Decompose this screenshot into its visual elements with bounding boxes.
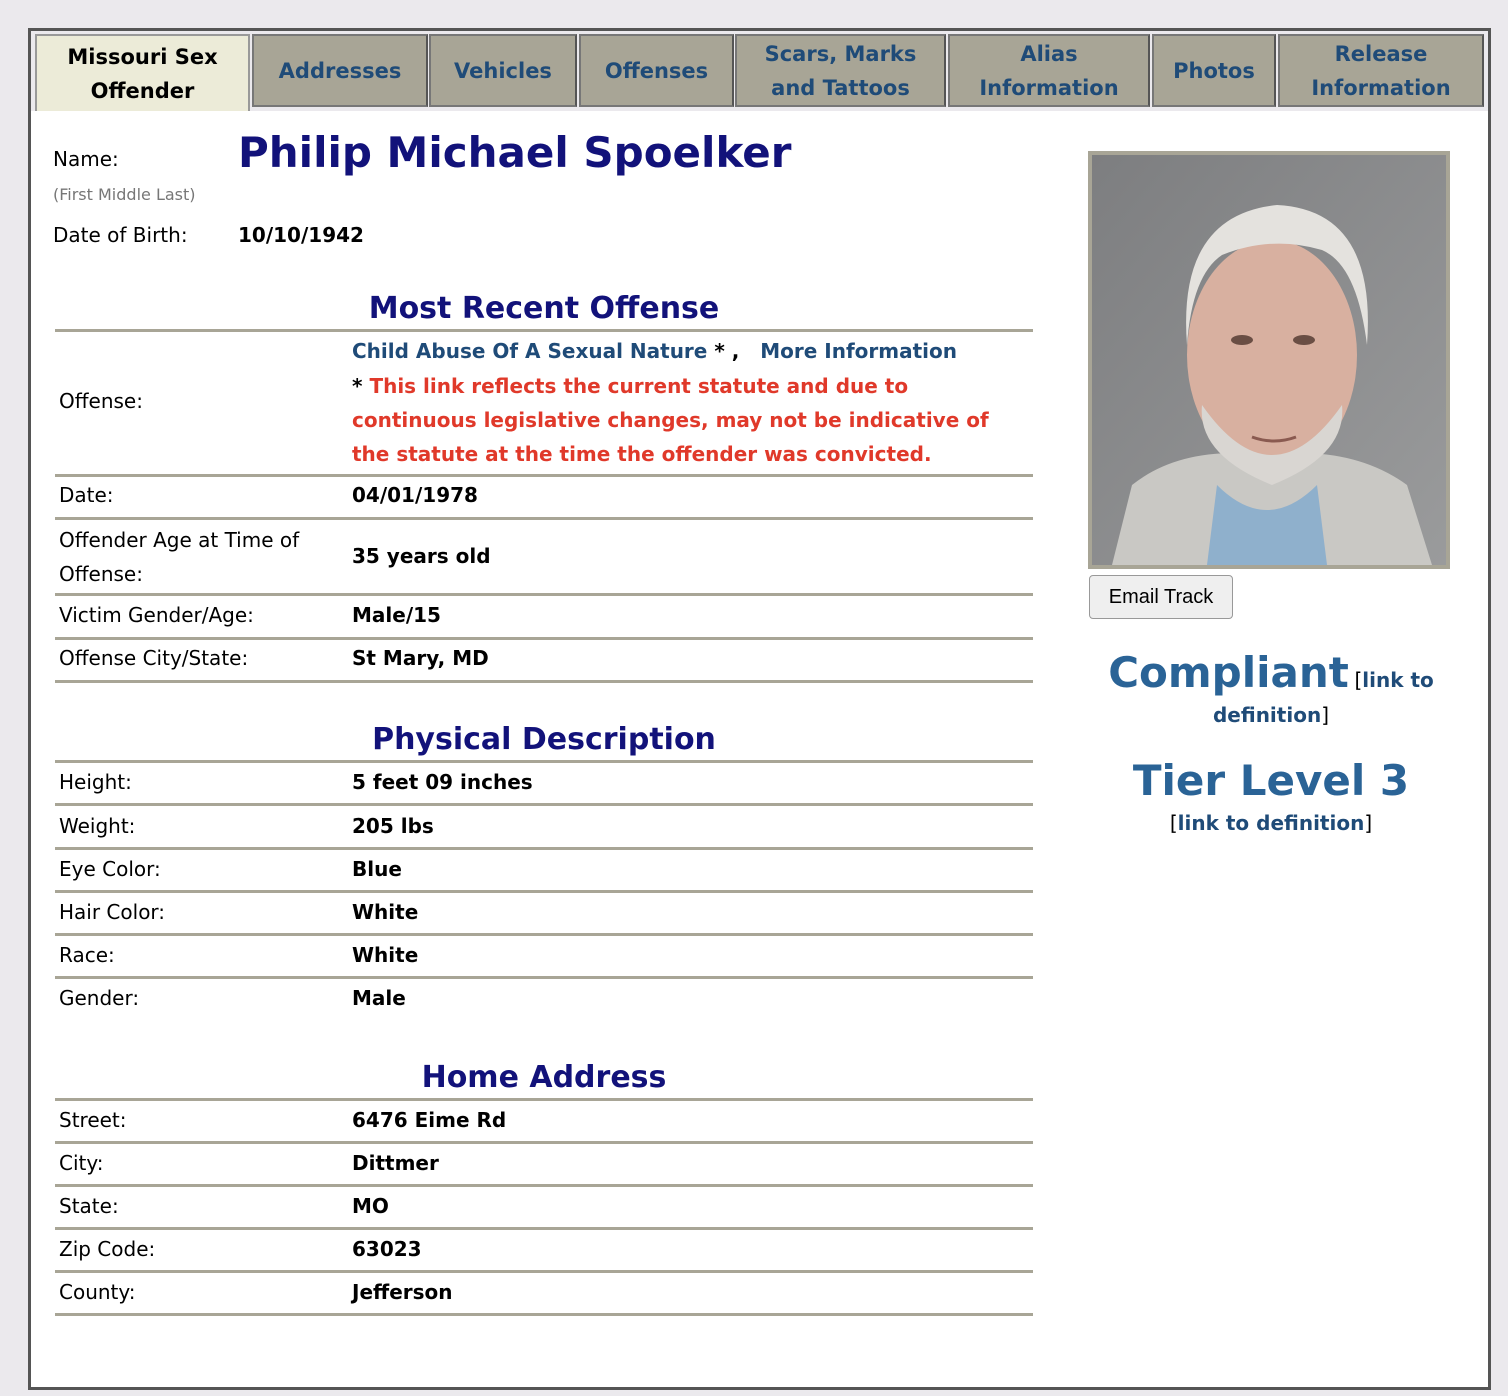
tab-label-line2: Information — [1311, 75, 1451, 100]
bracket-close: ] — [1364, 811, 1373, 835]
offender-content — [31, 111, 1488, 1387]
divider — [55, 517, 1033, 520]
divider — [55, 1098, 1033, 1101]
divider — [55, 1270, 1033, 1273]
tab-label-line2: and Tattoos — [771, 75, 910, 100]
divider — [55, 474, 1033, 477]
county-label: County: — [59, 1280, 136, 1304]
offender-name: Philip Michael Spoelker — [238, 128, 792, 177]
compliance-definition-row — [1101, 703, 1441, 727]
divider — [55, 760, 1033, 763]
weight-label: Weight: — [59, 814, 136, 838]
tab-label-line1: Missouri Sex — [67, 44, 218, 69]
offender-age-value: 35 years old — [352, 544, 491, 568]
city-value: Dittmer — [352, 1151, 439, 1175]
hair-color-label: Hair Color: — [59, 900, 166, 924]
offense-label: Offense: — [59, 389, 143, 413]
tab-photos[interactable] — [1152, 34, 1276, 107]
divider — [55, 1313, 1033, 1316]
dob-value: 10/10/1942 — [238, 223, 364, 247]
divider — [55, 1227, 1033, 1230]
offense-value — [352, 335, 957, 367]
compliance-status — [1101, 648, 1441, 697]
tab-alias-information[interactable] — [948, 34, 1150, 107]
divider — [55, 680, 1033, 683]
tab-offenses[interactable] — [579, 34, 734, 107]
tab-label: Addresses — [278, 58, 402, 83]
warning-text: This link reflects the current statute and due to continuous legislative changes, may not be indicative of the statute at the time the offender was convicted. — [352, 374, 989, 466]
more-information-link[interactable]: More Information — [760, 339, 957, 363]
tier-definition-link[interactable]: link to definition — [1177, 811, 1365, 835]
section-title-offense: Most Recent Offense — [368, 291, 720, 326]
victim-label: Victim Gender/Age: — [59, 603, 254, 627]
eye-color-value: Blue — [352, 857, 402, 881]
street-label: Street: — [59, 1108, 127, 1132]
divider — [55, 637, 1033, 640]
divider — [55, 847, 1033, 850]
compliance-definition-link-part2[interactable]: definition — [1212, 703, 1322, 727]
tab-label-line1: Scars, Marks — [764, 41, 917, 66]
section-title-physical: Physical Description — [372, 722, 716, 757]
divider — [55, 329, 1033, 332]
divider — [55, 933, 1033, 936]
tab-addresses[interactable] — [252, 34, 428, 107]
state-value: MO — [352, 1194, 389, 1218]
tab-label-line1: Alias — [1020, 41, 1078, 66]
zip-value: 63023 — [352, 1237, 422, 1261]
tab-vehicles[interactable] — [429, 34, 577, 107]
hair-color-value: White — [352, 900, 419, 924]
weight-value: 205 lbs — [352, 814, 434, 838]
tab-scars-marks-tattoos[interactable] — [735, 34, 946, 107]
bracket-open: [ — [1169, 811, 1178, 835]
county-value: Jefferson — [352, 1280, 453, 1304]
tab-label: Offenses — [604, 58, 709, 83]
mugshot-image — [1092, 155, 1446, 565]
tier-level: Tier Level 3 — [1132, 756, 1410, 805]
height-label: Height: — [59, 770, 132, 794]
section-title-address: Home Address — [421, 1060, 667, 1095]
bracket-close: ] — [1321, 703, 1329, 727]
race-label: Race: — [59, 943, 115, 967]
state-label: State: — [59, 1194, 119, 1218]
street-value: 6476 Eime Rd — [352, 1108, 507, 1132]
tab-label-line2: Information — [979, 75, 1119, 100]
email-track-button[interactable]: Email Track — [1089, 575, 1233, 619]
tab-label: Photos — [1173, 58, 1255, 83]
record-frame — [28, 28, 1491, 1390]
offense-statute-link[interactable]: Child Abuse Of A Sexual Nature — [352, 339, 708, 363]
eye-color-label: Eye Color: — [59, 857, 161, 881]
zip-label: Zip Code: — [59, 1237, 156, 1261]
tab-release-information[interactable] — [1278, 34, 1484, 107]
offense-date-value: 04/01/1978 — [352, 483, 478, 507]
race-value: White — [352, 943, 419, 967]
tier-definition-row — [1101, 811, 1441, 835]
divider — [55, 593, 1033, 596]
divider — [55, 976, 1033, 979]
warning-asterisk: * — [352, 374, 363, 398]
statute-warning — [352, 369, 1032, 471]
city-label: City: — [59, 1151, 104, 1175]
height-value: 5 feet 09 inches — [352, 770, 533, 794]
offender-age-label: Offender Age at Time of Offense: — [59, 528, 300, 586]
tab-label-line1: Release — [1334, 41, 1428, 66]
offense-separator: * , — [707, 339, 740, 363]
tab-label: Vehicles — [454, 58, 552, 83]
tab-bar — [31, 31, 1488, 111]
gender-value: Male — [352, 986, 406, 1010]
compliance-text: Compliant — [1108, 648, 1349, 697]
dob-label: Date of Birth: — [53, 223, 188, 247]
tab-label-line2: Offender — [90, 78, 195, 103]
name-label: Name: — [53, 147, 119, 171]
offense-location-value: St Mary, MD — [352, 646, 489, 670]
offender-photo — [1088, 151, 1450, 569]
divider — [55, 1184, 1033, 1187]
compliance-definition-link-part1[interactable]: link to — [1362, 668, 1434, 692]
bracket-open: [ — [1354, 668, 1363, 692]
divider — [55, 1141, 1033, 1144]
divider — [55, 890, 1033, 893]
victim-value: Male/15 — [352, 603, 441, 627]
tab-missouri-sex-offender[interactable] — [35, 34, 250, 111]
offense-date-label: Date: — [59, 483, 114, 507]
offense-location-label: Offense City/State: — [59, 646, 249, 670]
gender-label: Gender: — [59, 986, 140, 1010]
divider — [55, 803, 1033, 806]
name-sublabel: (First Middle Last) — [53, 185, 196, 204]
